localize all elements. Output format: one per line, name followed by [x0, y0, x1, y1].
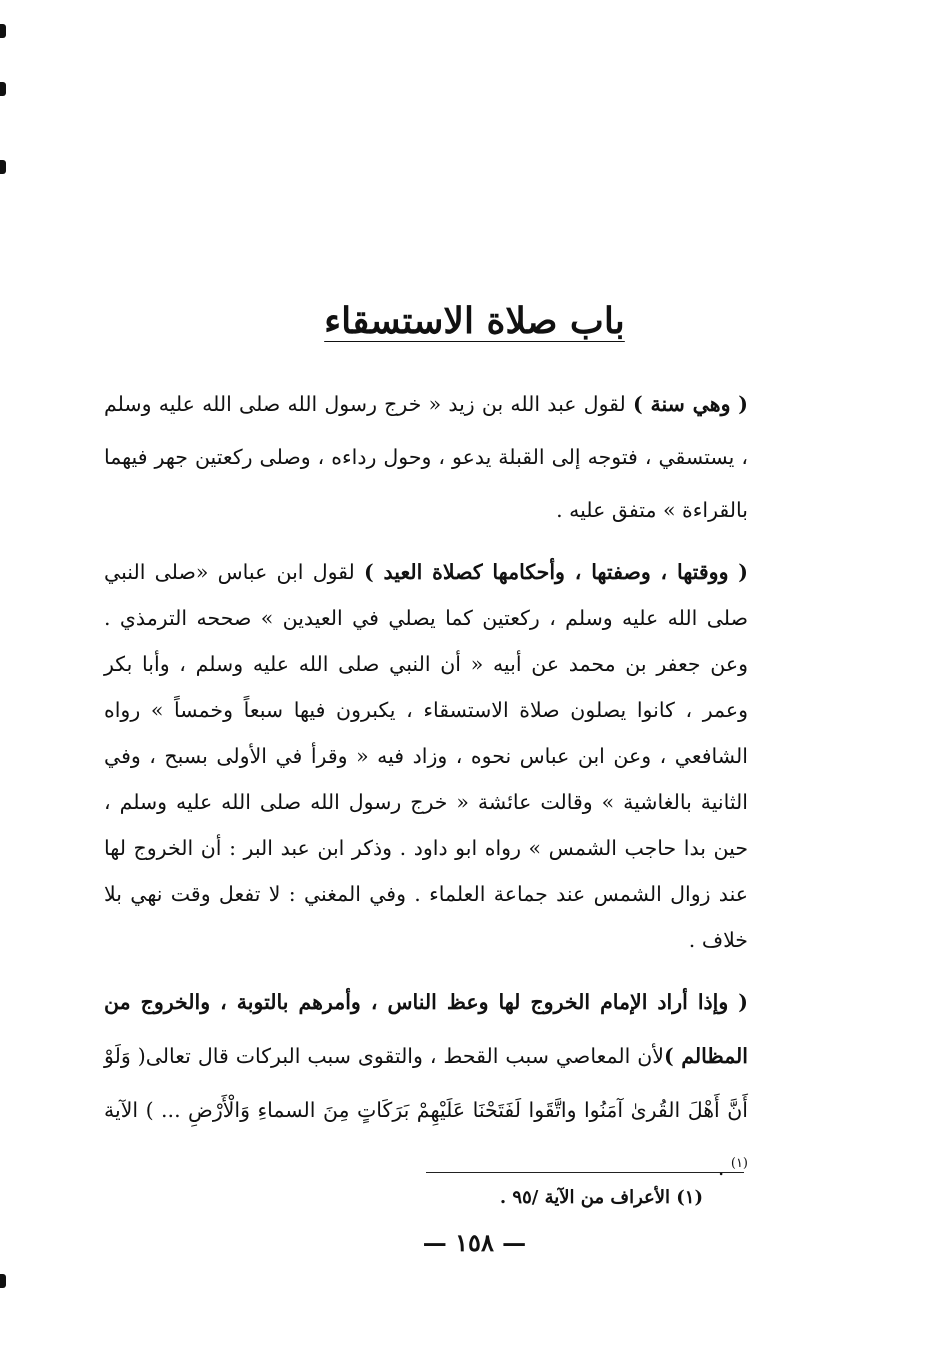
- footnote: (١) الأعراف من الآية /٩٥ .: [499, 1187, 703, 1208]
- paragraph-2: [104, 549, 748, 963]
- paragraph-1: [104, 378, 748, 537]
- paragraph-text: لقول ابن عباس «صلى النبي صلى الله عليه وسلم ، ركعتين كما يصلي في العيدين » صححه الترمذي . وعن جعفر بن محمد عن أبيه « أن النبي صلى الله عليه وسلم ، وأبا بكر وعمر ، كانوا يصلون صلاة الاستسقاء ، يكبرون فيها سبعاً وخمساً » رواه الشافعي ، وعن ابن عباس نحوه ، وزاد فيه « وقرأ في الأولى بسبح ، وفي الثانية بالغاشية » وقالت عائشة « خرج رسول الله صلى الله عليه وسلم ، حين بدا حاجب الشمس » رواه ابو داود . وذكر ابن عبد البر : أن الخروج لها عند زوال الشمس عند جماعة العلماء . وفي المغني : لا تفعل وقت نهي بلا خلاف .: [104, 560, 748, 952]
- sentence-end: .: [717, 1155, 731, 1180]
- paragraph-lead: ( وهي سنة ): [632, 392, 748, 416]
- quran-verse: ( وَلَوْ أَنَّ أَهْلَ القُرىٰ آمَنُوا واتَّقَوا لَفَتَحْنَا عَلَيْهِمْ بَرَكَاتٍ مِنَ السماءِ وَالْأَرْضِ ... ): [104, 1044, 748, 1122]
- scan-edge-mark: [0, 82, 6, 96]
- paragraph-3: [104, 975, 748, 1195]
- main-text: [104, 378, 748, 1207]
- page-title: باب صلاة الاستسقاء: [324, 300, 625, 342]
- paragraph-lead: ( ووقتها ، وصفتها ، وأحكامها كصلاة العيد ): [364, 560, 748, 584]
- paragraph-text: لأن المعاصي سبب القحط ، والتقوى سبب البركات قال تعالى: [145, 1044, 664, 1068]
- scan-edge-mark: [0, 1274, 6, 1288]
- scan-edge-mark: [0, 24, 6, 38]
- paragraph-lead: ( وإذا أراد الإمام الخروج لها وعظ الناس ، وأمرهم بالتوبة ، والخروج من المظالم ): [104, 990, 748, 1068]
- scan-edge-mark: [0, 160, 6, 174]
- verse-tail: الآية: [104, 1098, 146, 1122]
- footnote-divider: [426, 1172, 744, 1173]
- page-number: — ١٥٨ —: [422, 1228, 527, 1257]
- paragraph-text: لقول عبد الله بن زيد « خرج رسول الله صلى الله عليه وسلم ، يستسقي ، فتوجه إلى القبلة يدعو ، وحول رداءه ، وصلى ركعتين جهر فيهما بالقراءة » متفق عليه .: [104, 392, 748, 522]
- footnote-reference: (١): [730, 1156, 748, 1171]
